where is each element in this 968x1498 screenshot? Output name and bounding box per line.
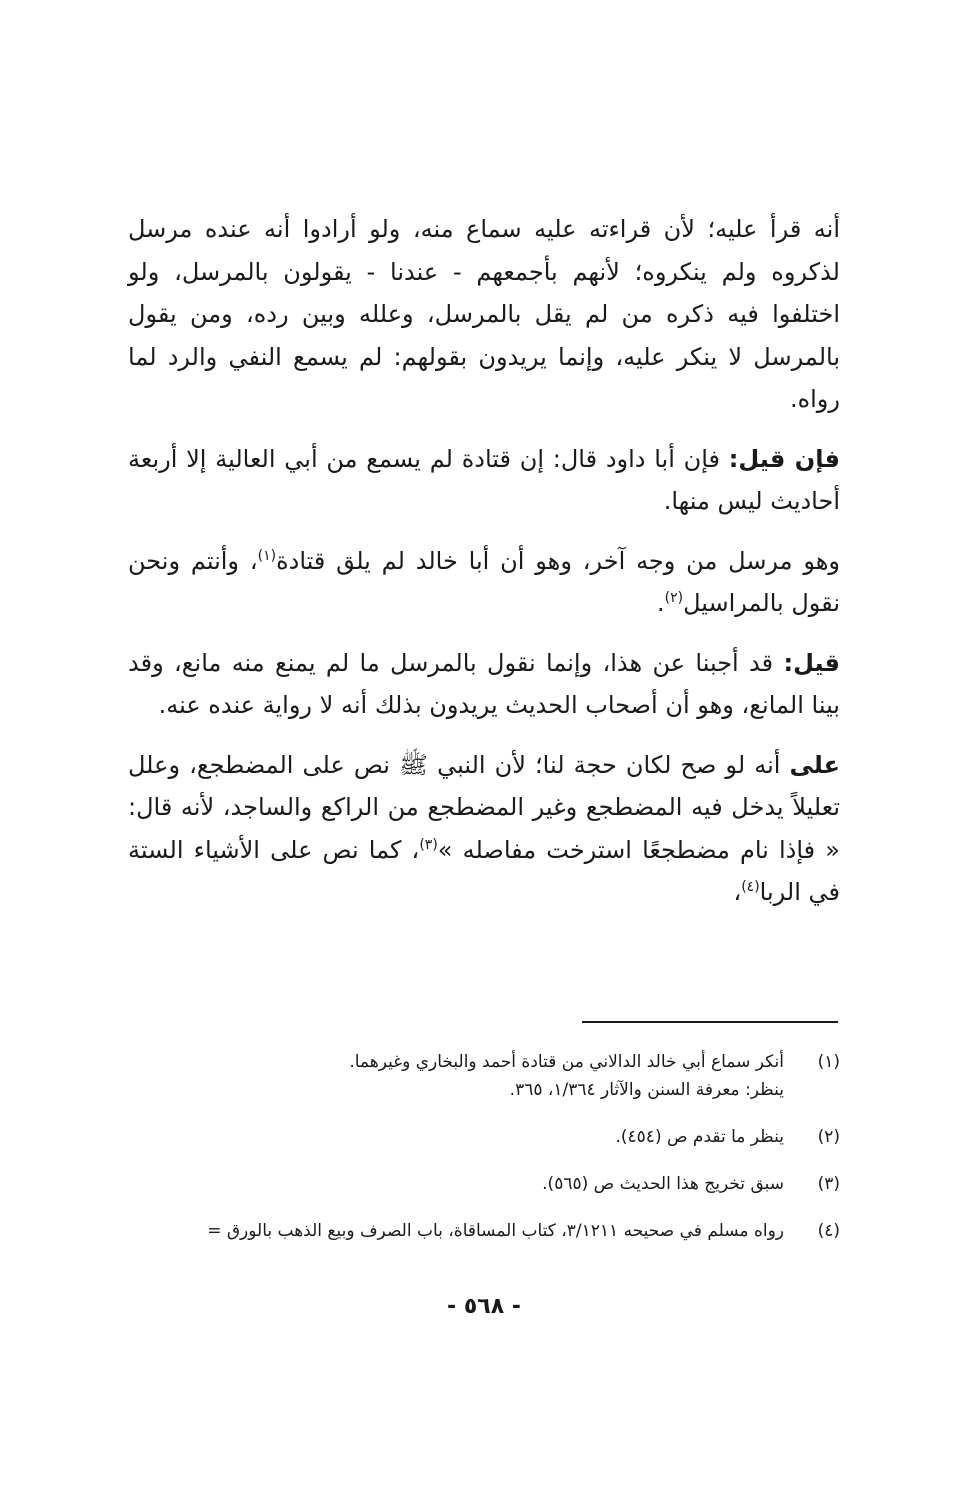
footnote-number: (٣)	[817, 1174, 840, 1194]
paragraph-1	[128, 208, 840, 421]
page-number: - ٥٦٨ -	[447, 1294, 521, 1319]
footnote-separator	[582, 1021, 838, 1023]
paragraph-text: ،	[733, 878, 742, 906]
footnote-line: رواه مسلم في صحيحه ٣/١٢١١، كتاب المساقاة، باب الصرف وبيع الذهب بالورق =	[207, 1221, 784, 1241]
footnote-3	[120, 1170, 840, 1198]
paragraph-text: .	[656, 589, 665, 617]
footnote-line: ينظر ما تقدم ص (٤٥٤).	[615, 1127, 784, 1147]
paragraph-text: ، كما نص على الأشياء الستة في الربا	[128, 835, 840, 906]
footnote-4	[120, 1217, 840, 1245]
footnote-body	[120, 1217, 784, 1245]
paragraph-text: أنه قرأ عليه؛ لأن قراءته عليه سماع منه، ولو أرادوا أنه عنده مرسل لذكروه ولم ينكروه؛ لأنهم بأجمعهم - عندنا - يقولون بالمرسل، ولو اختلفوا فيه ذكره من لم يقل بالمرسل، وعلله وبين رده، ومن يقول بالمرسل لا ينكر عليه، وإنما يريدون بقولهم: لم يسمع النفي والرد لما رواه.	[128, 215, 840, 413]
paragraph-5	[128, 744, 840, 914]
paragraph-lead: قيل:	[783, 648, 840, 677]
footnote-body	[120, 1048, 784, 1104]
footnote-ref[interactable]: (٢)	[664, 590, 684, 606]
footnote-line: سبق تخريج هذا الحديث ص (٥٦٥).	[542, 1174, 784, 1194]
paragraph-text: وهو مرسل من وجه آخر، وهو أن أبا خالد لم يلق قتادة	[276, 546, 840, 575]
paragraph-3	[128, 540, 840, 625]
footnote-body	[120, 1170, 784, 1198]
footnote-number: (٢)	[817, 1127, 840, 1147]
footnote-line: ينظر: معرفة السنن والآثار ١/٣٦٤، ٣٦٥.	[509, 1080, 784, 1100]
paragraph-text: فإن أبا داود قال: إن قتادة لم يسمع من أبي العالية إلا أربعة أحاديث ليس منها.	[128, 444, 840, 515]
footnote-number: (٤)	[817, 1221, 840, 1241]
paragraph-2	[128, 438, 840, 523]
footnote-ref[interactable]: (١)	[257, 547, 277, 564]
footnote-number: (١)	[817, 1052, 840, 1072]
paragraph-text: أنه لو صح لكان حجة لنا؛ لأن النبي ﷺ نص على المضطجع، وعلل تعليلاً يدخل فيه المضطجع وغير المضطجع من الراكع والساجد، لأنه قال: « فإذا نام مضطجعًا استرخت مفاصله »	[128, 750, 840, 864]
footnote-1	[120, 1048, 840, 1104]
paragraph-lead: على	[789, 750, 840, 779]
footnotes	[120, 1048, 840, 1264]
footnote-2	[120, 1123, 840, 1151]
main-text	[128, 208, 840, 931]
paragraph-text: ، وأنتم ونحن نقول بالمراسيل	[128, 546, 840, 617]
footnote-line: أنكر سماع أبي خالد الدالاني من قتادة أحمد والبخاري وغيرهما.	[349, 1052, 784, 1072]
footnote-ref[interactable]: (٣)	[419, 836, 438, 853]
footnote-ref[interactable]: (٤)	[741, 879, 760, 895]
paragraph-text: قد أجبنا عن هذا، وإنما نقول بالمرسل ما لم يمنع منه مانع، وقد بينا المانع، وهو أن أصحاب الحديث يريدون بذلك أنه لا رواية عنده عنه.	[128, 648, 840, 719]
paragraph-lead: فإن قيل:	[728, 444, 840, 473]
paragraph-4	[128, 642, 840, 727]
footnote-body	[120, 1123, 784, 1151]
